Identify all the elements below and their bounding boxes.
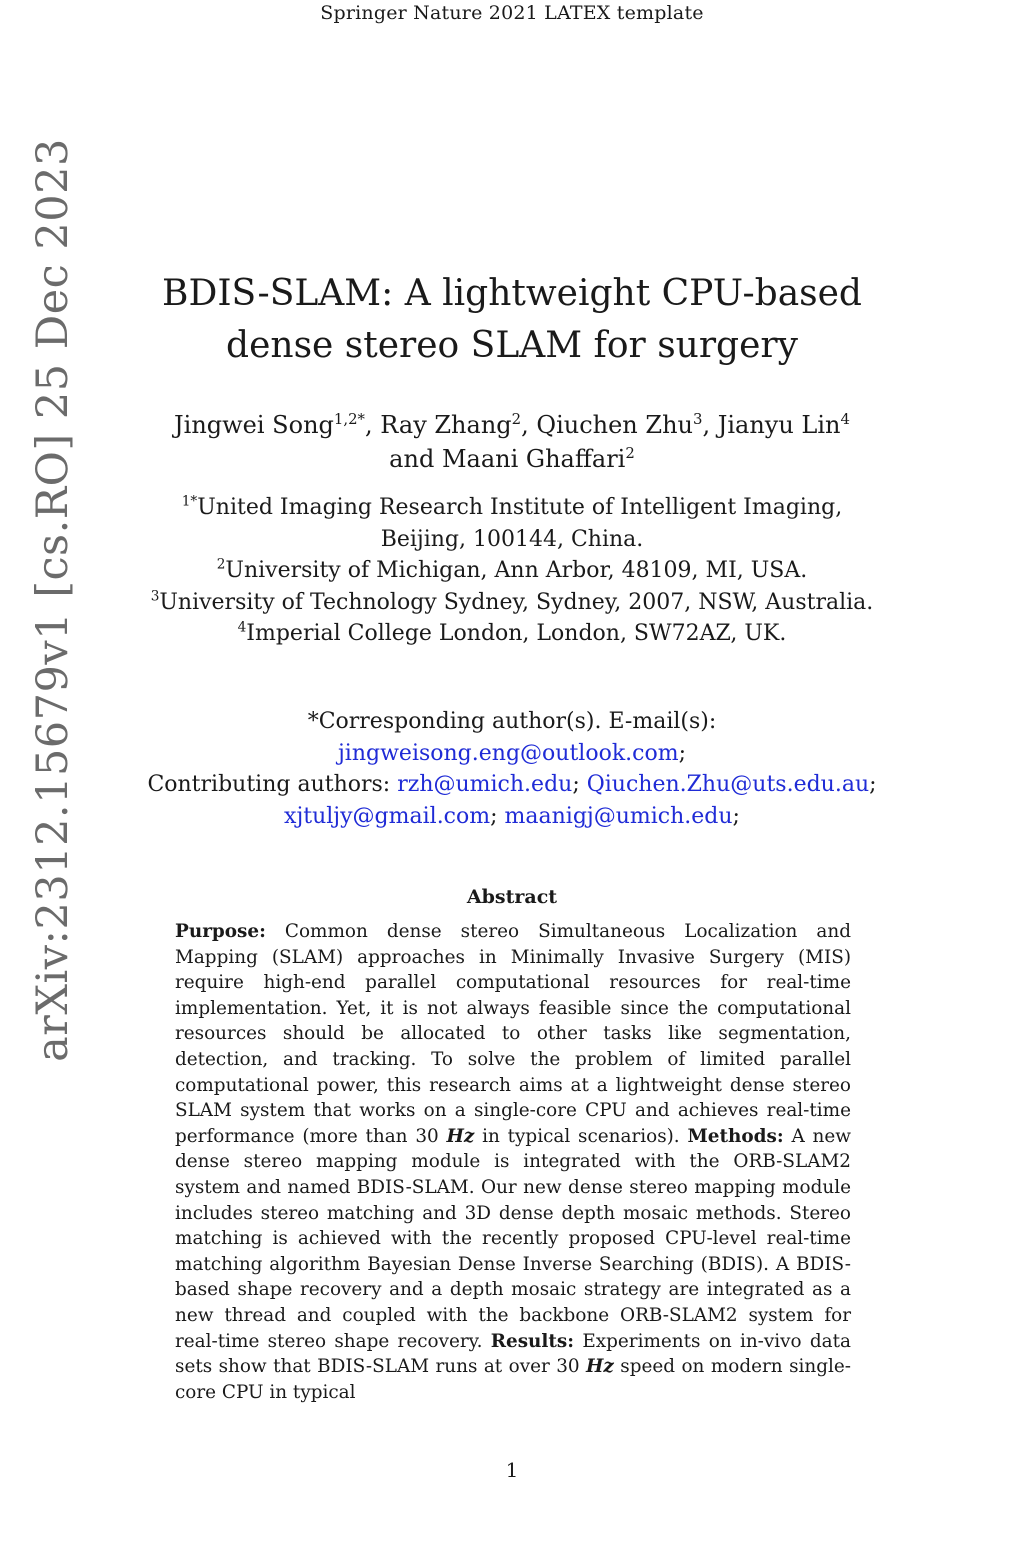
author-name: Ray Zhang — [380, 411, 512, 439]
author-affil-mark: 2 — [625, 444, 635, 462]
affiliation-mark: 2 — [216, 556, 226, 573]
author-name: Qiuchen Zhu — [536, 411, 693, 439]
contributing-line: xjtuljy@gmail.com; maanigj@umich.edu; — [284, 803, 740, 829]
affiliation-list — [112, 492, 912, 650]
unit-hz: Hz — [446, 1125, 475, 1147]
arxiv-stamp-text: arXiv:2312.15679v1 [cs.RO] 25 Dec 2023 — [28, 138, 78, 1062]
paper-title — [112, 268, 912, 372]
affiliation-item — [112, 618, 912, 650]
results-label: Results: — [490, 1330, 575, 1352]
affiliation-item — [112, 555, 912, 587]
affiliation-mark: 4 — [237, 619, 247, 636]
author-affil-mark: 3 — [692, 410, 703, 428]
arxiv-stamp — [8, 138, 98, 1062]
results-text-end: speed on modern single-core CPU in typical — [175, 1356, 851, 1403]
purpose-text: Common dense stereo Simultaneous Localization and Mapping (SLAM) approaches in Minimally Invasive Surgery (MIS) require high-end parallel computational resources for real-time implementation. Yet, it is not always feasible since the computational resources should be allocated to other tasks like segmentation, detection, and tracking. To solve the problem of limited parallel computational power, this research aims at a lightweight dense stereo SLAM system that works on a single-core CPU and achieves real-time performance (more than 30 — [175, 921, 851, 1147]
email-link[interactable]: Qiuchen.Zhu@uts.edu.au — [586, 772, 870, 797]
results-text: Experiments on in-vivo data sets show that BDIS-SLAM runs at over 30 — [175, 1330, 851, 1378]
author-list — [112, 408, 912, 476]
title-line-1: BDIS-SLAM: A lightweight CPU-based — [162, 273, 862, 314]
author-affil-mark: 1,2* — [333, 410, 365, 428]
author-conjunction: and — [389, 445, 442, 473]
purpose-label: Purpose: — [175, 921, 266, 942]
purpose-text-end: in typical scenarios). — [474, 1125, 688, 1147]
author-name: Jianyu Lin — [717, 411, 841, 439]
affiliation-text: University of Technology Sydney, Sydney, 2007, NSW, Australia. — [159, 589, 874, 615]
affiliation-text: Imperial College London, London, SW72AZ, UK. — [246, 621, 787, 646]
title-line-2: dense stereo SLAM for surgery — [226, 325, 798, 366]
email-link[interactable]: xjtuljy@gmail.com — [284, 803, 491, 829]
author-separator: , — [702, 411, 718, 439]
affiliation-item — [112, 524, 912, 556]
email-link[interactable]: maanigj@umich.edu — [504, 803, 733, 829]
author-name: Jingwei Song — [174, 411, 334, 439]
corresponding-email-link[interactable]: jingweisong.eng@outlook.com — [337, 740, 679, 766]
affiliation-item — [112, 492, 912, 524]
affiliation-mark: 1* — [181, 493, 198, 510]
page-number: 1 — [505, 1458, 519, 1482]
author-separator: , — [521, 411, 537, 439]
methods-label: Methods: — [687, 1125, 784, 1147]
affiliation-text: United Imaging Research Institute of Intelligent Imaging, — [197, 495, 843, 520]
email-link[interactable]: rzh@umich.edu — [397, 772, 573, 797]
affiliation-text: Beijing, 100144, China. — [380, 526, 644, 552]
affiliation-mark: 3 — [150, 588, 160, 605]
author-affil-mark: 4 — [840, 410, 850, 428]
affiliation-text: University of Michigan, Ann Arbor, 48109, MI, USA. — [225, 558, 808, 583]
contributing-line: Contributing authors: rzh@umich.edu; Qiuchen.Zhu@uts.edu.au; — [147, 772, 877, 797]
author-separator: , — [365, 411, 381, 439]
abstract-body — [175, 919, 851, 1405]
corresponding-email-line: jingweisong.eng@outlook.com; — [337, 740, 686, 766]
methods-text: A new dense stereo mapping module is integrated with the ORB-SLAM2 system and named BDIS-SLAM. Our new dense stereo mapping module includes stereo matching and 3D dense depth mosaic methods. Stereo matching is achieved with the recently proposed CPU-level real-time matching algorithm Bayesian Dense Inverse Searching (BDIS). A BDIS-based shape recovery and a depth mosaic strategy are integrated as a new thread and coupled with the backbone ORB-SLAM2 system for real-time stereo shape recovery. — [175, 1125, 851, 1352]
contributing-label: Contributing authors: — [147, 772, 398, 797]
unit-hz: Hz — [586, 1356, 614, 1378]
affiliation-item — [112, 587, 912, 619]
abstract-heading: Abstract — [466, 886, 558, 908]
author-name: Maani Ghaffari — [441, 445, 626, 473]
header-text: Springer Nature 2021 LATEX template — [320, 2, 704, 24]
author-affil-mark: 2 — [511, 410, 522, 428]
corresponding-label: *Corresponding author(s). E-mail(s): — [307, 709, 717, 734]
correspondence-block — [112, 706, 912, 832]
running-header — [0, 2, 1024, 24]
